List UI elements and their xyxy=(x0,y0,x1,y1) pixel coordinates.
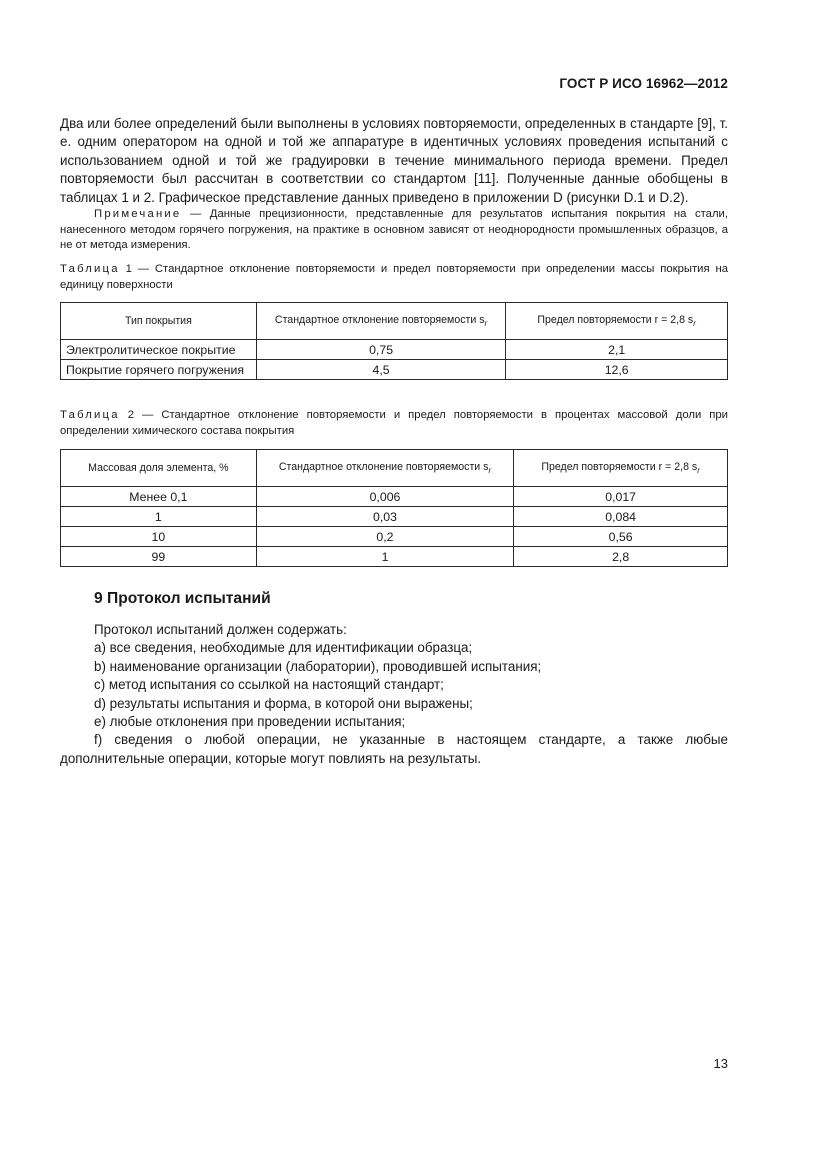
note-paragraph xyxy=(60,207,728,254)
table1-label: Таблица xyxy=(60,263,120,275)
table2-header-cell: Стандартное отклонение повторяемости $s_r$ xyxy=(256,450,514,487)
table-row xyxy=(61,507,728,527)
table2-header-row xyxy=(61,450,728,487)
note-label: Примечание xyxy=(94,208,182,220)
table2-header-cell: Массовая доля элемента, % xyxy=(61,450,257,487)
list-item: b) наименование организации (лаборатории), проводившей испытания; xyxy=(94,658,542,674)
table-cell: 10 xyxy=(61,527,257,547)
intro-paragraph: Два или более определений были выполнены в условиях повторяемости, определенных в стандарте [9], т. е. одним оператором на одной и той же аппаратуре в идентичных условиях проведения испытаний с использованием одной и той же градуировки в течение минимального периода времени. Предел повторяемости был рассчитан в соответствии со стандартом [11]. Полученные данные обобщены в таблицах 1 и 2. Графическое представление данных приведено в приложении D (рисунки D.1 и D.2). xyxy=(60,116,728,205)
document-header: ГОСТ Р ИСО 16962—2012 xyxy=(559,76,728,91)
table-cell: 0,084 xyxy=(514,507,728,527)
list-item: e) любые отклонения при проведении испытания; xyxy=(94,714,406,730)
table-row xyxy=(61,360,728,380)
table-cell: 99 xyxy=(61,547,257,567)
table-row xyxy=(61,527,728,547)
table2-caption xyxy=(60,408,728,439)
table-cell: 2,8 xyxy=(514,547,728,567)
table-cell: Покрытие горячего погружения xyxy=(61,360,257,380)
table1-header-row xyxy=(61,303,728,340)
protocol-list xyxy=(60,621,728,768)
table-cell: 0,56 xyxy=(514,527,728,547)
table-cell: 1 xyxy=(61,507,257,527)
table2-label: Таблица xyxy=(60,409,120,421)
table-cell: Менее 0,1 xyxy=(61,487,257,507)
table-cell: 0,03 xyxy=(256,507,514,527)
table-cell: 12,6 xyxy=(506,360,728,380)
note-text: — Данные прецизионности, представленные для результатов испытания покрытия на стали, нанесенного методом горячего погружения, на практике в основном зависят от неоднородности промышленных образцов, а не от метода измерения. xyxy=(60,208,728,252)
table2-caption-text: 2 — Стандартное отклонение повторяемости и предел повторяемости в процентах массовой доли при определении химического состава покрытия xyxy=(60,409,728,437)
table-row xyxy=(61,340,728,360)
list-item: d) результаты испытания и форма, в которой они выражены; xyxy=(94,695,473,711)
table1-header-cell: Стандартное отклонение повторяемости $s_r$ xyxy=(256,303,506,340)
list-intro: Протокол испытаний должен содержать: xyxy=(94,622,347,637)
table2-header-cell: Предел повторяемости r = 2,8 $s_r$ xyxy=(514,450,728,487)
table1-caption xyxy=(60,262,728,293)
table-cell: 0,006 xyxy=(256,487,514,507)
list-item: c) метод испытания со ссылкой на настоящий стандарт; xyxy=(94,677,444,693)
table-cell: 1 xyxy=(256,547,514,567)
table-cell: 4,5 xyxy=(256,360,506,380)
list-item: f) сведения о любой операции, не указанные в настоящем стандарте, а также любые дополнительные операции, которые могут повлиять на результаты. xyxy=(60,732,728,766)
table1-header-cell: Предел повторяемости r = 2,8 $s_r$ xyxy=(506,303,728,340)
table-cell: 0,017 xyxy=(514,487,728,507)
section-title: 9 Протокол испытаний xyxy=(94,590,271,607)
table-cell: 0,75 xyxy=(256,340,506,360)
table-cell: 0,2 xyxy=(256,527,514,547)
table-cell: 2,1 xyxy=(506,340,728,360)
page-number: 13 xyxy=(713,1056,728,1071)
table-row xyxy=(61,487,728,507)
table1 xyxy=(60,302,728,380)
table2 xyxy=(60,449,728,567)
list-item: a) все сведения, необходимые для идентификации образца; xyxy=(94,640,473,656)
table-row xyxy=(61,547,728,567)
table1-caption-text: 1 — Стандартное отклонение повторяемости и предел повторяемости при определении массы покрытия на единицу поверхности xyxy=(60,263,728,291)
table-cell: Электролитическое покрытие xyxy=(61,340,257,360)
table1-header-cell: Тип покрытия xyxy=(61,303,257,340)
